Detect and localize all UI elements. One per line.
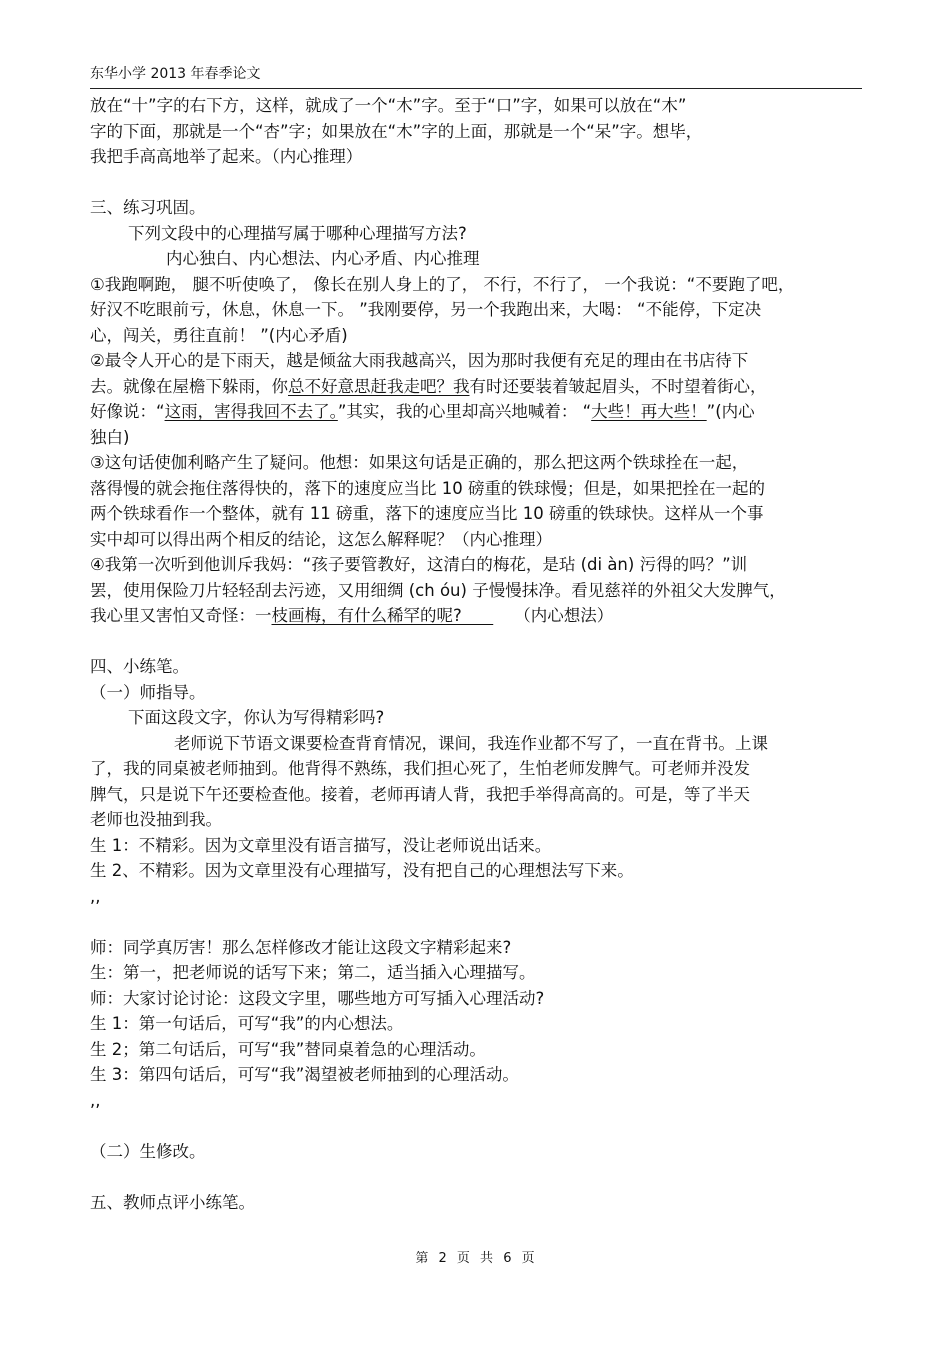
text-line: 实中却可以得出两个相反的结论，这怎么解释呢？（内心推理） xyxy=(90,529,552,549)
text-span: 有时还要装着皱起眉头，不时望着街心， xyxy=(469,376,767,396)
text-line xyxy=(90,399,870,425)
dialog-line: 生 2、不精彩。因为文章里没有心理描写，没有把自己的心理想法写下来。 xyxy=(90,861,634,880)
text-line: 放在“十”字的右下方，这样，就成了一个“木”字。至于“口”字，如果可以放在“木” xyxy=(90,96,687,115)
text-line: ④我第一次听到他训斥我妈：“孩子要管教好，这清白的梅花，是玷 (di àn) 污得的吗？”训 xyxy=(90,555,748,574)
document-body xyxy=(90,93,870,1215)
text-span: ”(内心 xyxy=(706,402,755,421)
text-line: 落得慢的就会拖住落得快的，落下的速度应当比 10 磅重的铁球慢；但是，如果把拴在一起的 xyxy=(90,478,765,498)
subsection-heading: （二）生修改。 xyxy=(90,1141,206,1161)
text-line: 老师说下节语文课要检查背育情况，课间，我连作业都不写了，一直在背书。上课 xyxy=(174,733,768,753)
text-line: 老师也没抽到我。 xyxy=(90,810,222,829)
section-heading: 五、教师点评小练笔。 xyxy=(90,1192,255,1212)
dialog-line: 师：大家讨论讨论：这段文字里，哪些地方可写插入心理活动? xyxy=(90,988,545,1008)
dialog-line: 生 1：第一句话后，可写“我”的内心想法。 xyxy=(90,1014,404,1033)
subsection-heading: （一）师指导。 xyxy=(90,682,206,702)
dialog-line: 师：同学真厉害！那么怎样修改才能让这段文字精彩起来? xyxy=(90,937,512,957)
page-footer: 第 2 页 共 6 页 xyxy=(415,1251,535,1266)
text-span: （内心想法） xyxy=(493,606,614,625)
dialog-line: 生 1：不精彩。因为文章里没有语言描写，没让老师说出话来。 xyxy=(90,835,552,855)
dialog-line: 生 3：第四句话后，可写“我”渴望被老师抽到的心理活动。 xyxy=(90,1065,519,1084)
underlined-text: 这雨，害得我回不去了。 xyxy=(164,402,338,421)
text-line xyxy=(90,374,870,400)
text-line: 字的下面，那就是一个“杏”字；如果放在“木”字的上面，那就是一个“呆”字。想毕， xyxy=(90,121,703,141)
text-span: 我心里又害怕又奇怪：一 xyxy=(90,606,272,625)
text-line: 两个铁球看作一个整体，就有 11 磅重，落下的速度应当比 10 磅重的铁球快。这样从一个事 xyxy=(90,504,764,523)
section-heading: 四、小练笔。 xyxy=(90,657,189,676)
dialog-line: 生 2；第二句话后，可写“我”替同桌着急的心理活动。 xyxy=(90,1039,486,1059)
question-text: 下列文段中的心理描写属于哪种心理描写方法? xyxy=(128,223,467,243)
text-line: 了，我的同桌被老师抽到。他背得不熟练，我们担心死了，生怕老师发脾气。可老师并没发 xyxy=(90,759,750,778)
text-line: 好汉不吃眼前亏，休息，休息一下。 ”我刚要停，另一个我跑出来，大喝： “不能停，下定决 xyxy=(90,300,762,319)
text-span: 去。就像在屋檐下躲雨，你 xyxy=(90,376,288,396)
text-line: ③这句话使伽利略产生了疑问。他想：如果这句话是正确的，那么把这两个铁球拴在一起， xyxy=(90,453,749,472)
question-text: 下面这段文字，你认为写得精彩吗? xyxy=(128,708,385,727)
text-line: 独白) xyxy=(90,427,130,447)
ellipsis-mark: ,, xyxy=(90,886,101,906)
options-text: 内心独白、内心想法、内心矛盾、内心推理 xyxy=(166,249,480,268)
text-span: ”其实，我的心里却高兴地喊着： “ xyxy=(337,402,592,421)
text-line: ②最令人开心的是下雨天，越是倾盆大雨我越高兴，因为那时我便有充足的理由在书店待下 xyxy=(90,351,749,370)
text-span: 好像说：“ xyxy=(90,402,165,421)
text-line xyxy=(90,603,870,629)
underlined-text: 枝画梅，有什么稀罕的呢? xyxy=(271,606,494,625)
text-line: 脾气，只是说下午还要检查他。接着，老师再请人背，我把手举得高高的。可是，等了半天 xyxy=(90,784,750,804)
ellipsis-mark: ,, xyxy=(90,1090,101,1110)
dialog-line: 生：第一，把老师说的话写下来；第二，适当插入心理描写。 xyxy=(90,963,536,982)
text-line: 心，闯关，勇往直前！ ”(内心矛盾) xyxy=(90,325,348,345)
text-line: 罢，使用保险刀片轻轻刮去污迹，又用细绸 (ch óu) 子慢慢抹净。看见慈祥的外祖父大发脾气， xyxy=(90,580,786,600)
text-line: 我把手高高地举了起来。（内心推理） xyxy=(90,147,363,166)
page-header: 东华小学 2013 年春季论文 xyxy=(90,64,862,89)
underlined-text: 总不好意思赶我走吧？我 xyxy=(288,376,470,396)
underlined-text: 大些！再大些！ xyxy=(591,402,707,421)
section-heading: 三、练习巩固。 xyxy=(90,198,206,217)
text-line: ①我跑啊跑， 腿不听使唤了， 像长在别人身上的了， 不行，不行了， 一个我说：“不要跑了吧， xyxy=(90,274,795,294)
